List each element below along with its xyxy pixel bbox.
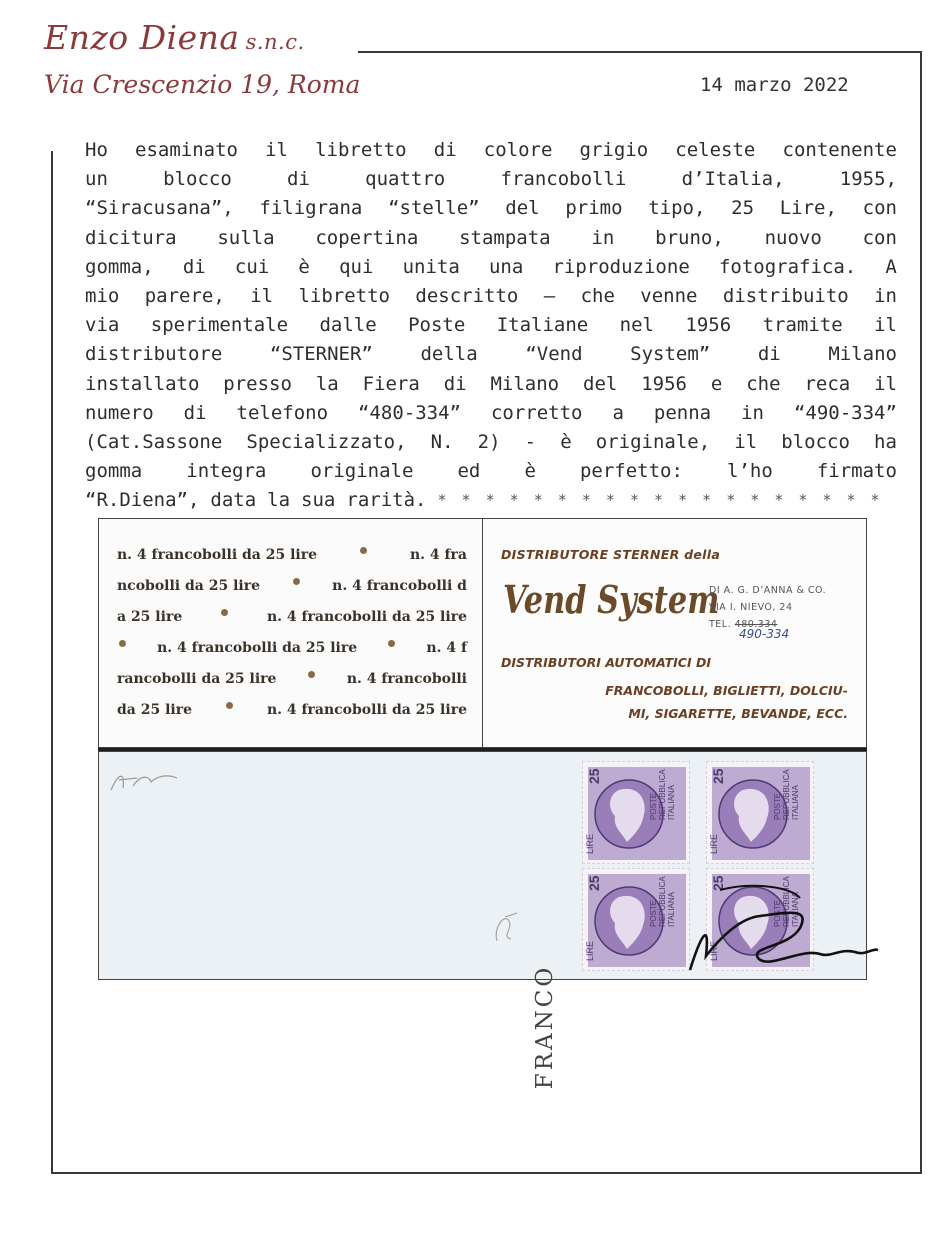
frame-left-line [51, 151, 53, 1173]
stamp-value: 25 [586, 875, 602, 891]
stamp-legend-2: REPUBBLICA [782, 769, 791, 820]
body-word: di [183, 401, 207, 424]
body-line [85, 399, 897, 428]
stamp-currency: LIRE [585, 940, 595, 961]
body-word: Poste [408, 314, 466, 337]
body-word: integra [186, 460, 267, 483]
cover-text-part: da 25 lire [117, 702, 193, 718]
booklet-photo [98, 518, 867, 1090]
handwritten-signature-icon [680, 878, 880, 978]
body-word: – [543, 284, 556, 307]
body-word: cui [234, 255, 270, 278]
body-word: ed [457, 460, 481, 483]
cover-text-line [117, 640, 467, 656]
body-word: “stelle” [388, 197, 480, 220]
cover-text-line [117, 702, 467, 718]
closing-stars: * * * * * * * * * * * * * * * * * * * [437, 491, 883, 510]
pencil-mark-icon [107, 766, 187, 796]
body-word: il [734, 430, 758, 453]
body-word: della [420, 343, 478, 366]
cover-text-part: n. 4 francobolli da 25 lire [266, 702, 467, 718]
body-word: in [874, 284, 897, 307]
body-word: dicitura [85, 226, 177, 249]
body-word: il [250, 284, 274, 307]
tel-label: TEL. [709, 619, 732, 630]
body-word: originale, [595, 430, 711, 453]
body-word: blocco [781, 430, 850, 453]
body-word: gomma [85, 460, 143, 483]
body-word: Fiera [362, 372, 420, 395]
certificate-date: 14 marzo 2022 [700, 74, 849, 96]
body-word: “R.Diena”, [85, 489, 200, 512]
booklet-cover-left [98, 518, 483, 748]
body-word: quattro [365, 168, 446, 191]
body-word: contenente [782, 139, 897, 161]
cover-text-line [117, 547, 467, 563]
body-word: d’Italia, [681, 168, 785, 191]
body-word: del [583, 372, 618, 395]
body-word: colore [483, 139, 553, 161]
body-word: reca [804, 372, 851, 395]
body-word: - [524, 430, 537, 453]
body-word: mio [85, 284, 120, 307]
cover-text-part: n. 4 francobolli da 25 lire [117, 547, 318, 563]
body-word: perfetto: [579, 460, 683, 483]
body-word: libretto [298, 284, 390, 307]
body-word: il [874, 314, 897, 337]
body-word: la [267, 489, 291, 512]
stamp-legend-1: POSTE [649, 792, 658, 820]
body-word: installato [85, 372, 200, 395]
body-word: il [874, 372, 897, 395]
body-word: tramite [762, 314, 843, 337]
body-word: gomma, [85, 255, 154, 278]
body-word: libretto [315, 139, 407, 161]
body-word: celeste [675, 139, 756, 161]
bullet-dot-icon [119, 640, 126, 647]
body-line [85, 370, 897, 399]
body-line [85, 253, 897, 282]
stamp-currency: LIRE [709, 833, 719, 854]
body-word: con [862, 197, 897, 220]
body-word: fotografica. [718, 255, 857, 278]
body-word: Italiane [496, 314, 589, 337]
body-word: penna [653, 401, 712, 424]
body-word: riproduzione [552, 255, 690, 278]
stamp-currency: LIRE [709, 940, 719, 961]
body-word: di [287, 168, 310, 191]
body-word: descritto [415, 284, 519, 307]
automatic-distributors-title: DISTRIBUTORI AUTOMATICI DI [501, 655, 712, 670]
body-word: è [560, 430, 572, 453]
body-word: unita [402, 255, 460, 278]
body-word: telefono [236, 401, 329, 424]
body-word: blocco [163, 168, 232, 191]
body-word: “490-334” [793, 401, 897, 424]
body-word: con [862, 226, 897, 249]
body-word: via [85, 314, 120, 337]
cover-text-part: n. 4 francobolli [346, 671, 467, 687]
body-word: la [315, 372, 339, 395]
body-word: che [580, 284, 615, 307]
body-word: è [524, 460, 536, 483]
body-word: di [443, 372, 467, 395]
body-word: “Vend [525, 343, 583, 366]
body-word: tipo, [648, 197, 706, 220]
body-word: il [265, 139, 288, 161]
stamp-legend [649, 876, 676, 927]
body-word: un [85, 168, 108, 191]
stamp-legend [649, 769, 676, 820]
frame-top-line [358, 51, 921, 53]
body-word: a [612, 401, 624, 424]
body-word: data [210, 489, 257, 512]
vend-system-logo: Vend System [503, 577, 720, 622]
body-word: “480-334” [358, 401, 461, 424]
body-line [85, 457, 897, 486]
body-word: corretto [490, 401, 583, 424]
body-word: che [746, 372, 781, 395]
body-word: filigrana [259, 197, 363, 220]
franco-text: FRANCO [532, 964, 558, 1090]
bullet-dot-icon [308, 671, 315, 678]
body-word: “Siracusana”, [85, 197, 234, 220]
letterhead-suffix: s.n.c. [245, 30, 305, 54]
body-word: del [505, 197, 540, 220]
bullet-dot-icon [360, 547, 367, 554]
body-word: (Cat.Sassone [85, 430, 223, 453]
body-word: Milano [828, 343, 897, 366]
address-line-2: VIA I. NIEVO, 24 [709, 602, 793, 613]
stamp-legend-3: ITALIANA [667, 785, 676, 820]
stamp-value: 25 [710, 768, 726, 784]
body-line [85, 165, 897, 194]
cover-text-part: ncobolli da 25 lire [117, 578, 261, 594]
bullet-dot-icon [226, 702, 233, 709]
body-line [85, 194, 897, 223]
tel-corrected-number: 490-334 [739, 627, 790, 641]
cover-text-part: a 25 lire [117, 609, 183, 625]
cover-text-part: n. 4 fra [409, 547, 467, 563]
body-word: 1955, [839, 168, 897, 191]
stamp-value: 25 [710, 875, 726, 891]
body-line [85, 311, 897, 340]
bullet-dot-icon [293, 578, 300, 585]
letterhead-name [44, 18, 305, 57]
body-word: Ho [85, 139, 108, 161]
body-word: Milano [490, 372, 560, 395]
body-word: qui [339, 255, 374, 278]
cover-text-part: n. 4 francobolli da 25 lire [157, 640, 358, 656]
products-line-2: MI, SIGARETTE, BEVANDE, ECC. [628, 706, 848, 721]
body-word: ha [874, 430, 897, 453]
body-word: originale [310, 460, 414, 483]
body-word: in [591, 226, 615, 249]
body-line [85, 486, 897, 515]
body-word: una [488, 255, 524, 278]
body-word: in [741, 401, 764, 424]
body-word: parere, [144, 284, 225, 307]
letterhead-address: Via Crescenzio 19, Roma [44, 70, 361, 99]
body-word: sulla [217, 226, 275, 249]
body-line [85, 224, 897, 253]
body-word: venne [640, 284, 698, 307]
body-word: sua [301, 489, 336, 512]
body-word: nuovo [764, 226, 822, 249]
body-word: di [757, 343, 781, 366]
cover-text-line [117, 578, 467, 594]
cover-text-part: n. 4 francobolli da 25 lire [266, 609, 467, 625]
cover-text-line [117, 609, 467, 625]
body-word: distributore [85, 343, 223, 366]
body-word: e [710, 372, 723, 395]
stamp-bottom-left [582, 868, 690, 971]
body-line [85, 428, 897, 457]
body-word: presso [223, 372, 292, 395]
body-word: 25 [731, 197, 755, 220]
letterhead-name-text: Enzo Diena [44, 18, 240, 57]
body-word: Specializzato, [246, 430, 407, 453]
body-line [85, 340, 897, 369]
body-word: stampata [459, 226, 551, 249]
booklet-cover-right [483, 518, 867, 748]
products-line-1: FRANCOBOLLI, BIGLIETTI, DOLCIU- [605, 683, 848, 698]
body-word: nel [619, 314, 654, 337]
body-line [85, 136, 897, 165]
distributor-title: DISTRIBUTORE STERNER della [501, 547, 721, 562]
bullet-dot-icon [221, 609, 228, 616]
certificate-body [85, 136, 897, 515]
body-word: numero [85, 401, 154, 424]
stamp-legend [773, 769, 800, 820]
stamp-top-right [706, 761, 814, 864]
body-word: 2) [477, 430, 501, 453]
body-word: sperimentale [150, 314, 289, 337]
body-word: Lire, [779, 197, 837, 220]
body-word: System” [630, 343, 711, 366]
tel-old-number: 480.334 [734, 619, 778, 630]
frame-bottom-line [51, 1172, 922, 1174]
body-word: esaminato [135, 139, 238, 161]
cover-text-part: rancobolli da 25 lire [117, 671, 277, 687]
body-word: N. [430, 430, 454, 453]
body-word: firmato [816, 460, 897, 483]
bullet-dot-icon [388, 640, 395, 647]
body-word: grigio [579, 139, 649, 161]
stamp-legend-1: POSTE [649, 899, 658, 927]
body-word: 1956 [641, 372, 687, 395]
stamp-top-left [582, 761, 690, 864]
body-line [85, 282, 897, 311]
cover-text-part: n. 4 f [426, 640, 467, 656]
body-word: bruno, [655, 226, 724, 249]
stamp-currency: LIRE [585, 833, 595, 854]
body-word: rarità. [346, 489, 427, 512]
body-word: copertina [315, 226, 419, 249]
stamp-legend-2: REPUBBLICA [782, 876, 791, 927]
stamp-value: 25 [586, 768, 602, 784]
body-word: primo [565, 197, 623, 220]
stamp-legend-1: POSTE [773, 899, 782, 927]
body-word: 1956 [685, 314, 732, 337]
body-word: distribuito [722, 284, 849, 307]
stamp-legend-1: POSTE [773, 792, 782, 820]
body-word: di [433, 139, 457, 161]
stamp-legend-3: ITALIANA [791, 785, 800, 820]
address-line-1: DI A. G. D’ANNA & CO. [709, 585, 827, 596]
stamp-legend-2: REPUBBLICA [658, 876, 667, 927]
frame-right-line [920, 51, 922, 1173]
body-word: “STERNER” [269, 343, 373, 366]
body-word: è [298, 255, 310, 278]
cover-text-line [117, 671, 467, 687]
cover-text-part: n. 4 francobolli d [332, 578, 467, 594]
body-word: di [182, 255, 206, 278]
body-word: dalle [319, 314, 377, 337]
stamp-legend-3: ITALIANA [667, 892, 676, 927]
body-word: l’ho [727, 460, 773, 483]
stamp-legend-2: REPUBBLICA [658, 769, 667, 820]
stamp-legend-3: ITALIANA [791, 892, 800, 927]
pencil-initials-icon [491, 907, 527, 947]
body-word: francobolli [500, 168, 627, 191]
body-word: A [885, 255, 897, 278]
